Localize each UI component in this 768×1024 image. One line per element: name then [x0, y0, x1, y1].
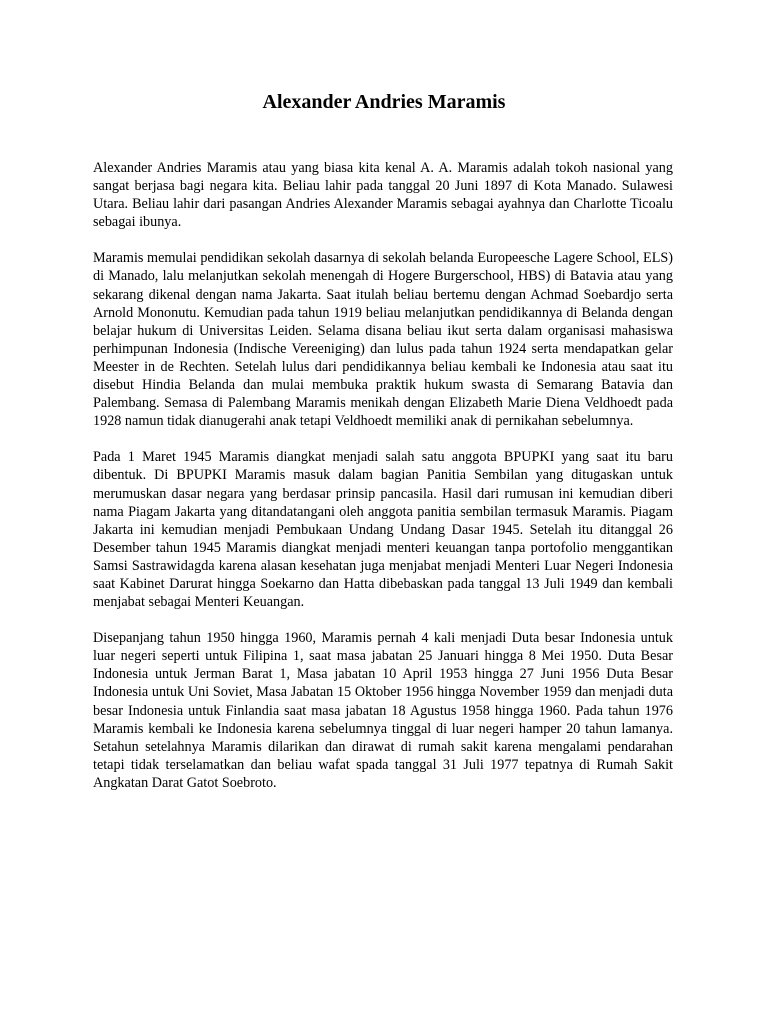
document-body: [93, 159, 673, 810]
paragraph-early-life: Alexander Andries Maramis atau yang biasa kita kenal A. A. Maramis adalah tokoh nasional yang sangat berjasa bagi negara kita. Beliau lahir pada tanggal 20 Juni 1897 di Kota Manado. Sulawesi Utara. Beliau lahir dari pasangan Andries Alexander Maramis sebagai ayahnya dan Charlotte Ticoalu sebagai ibunya.: [93, 160, 673, 231]
document-title: Alexander Andries Maramis: [262, 91, 506, 113]
paragraph-ambassador: Disepanjang tahun 1950 hingga 1960, Maramis pernah 4 kali menjadi Duta besar Indonesia untuk luar negeri seperti untuk Filipina 1, saat masa jabatan 25 Januari hingga 8 Mei 1950. Duta Besar Indonesia untuk Jerman Barat 1, Masa jabatan 10 April 1953 hingga 27 Juni 1956 Duta Besar Indonesia untuk Uni Soviet, Masa Jabatan 15 Oktober 1956 hingga November 1959 dan menjadi duta besar Indonesia untuk Finlandia saat masa jabatan 18 Agustus 1958 hingga 1960. Pada tahun 1976 Maramis kembali ke Indonesia karena sebelumnya tinggal di luar negeri hamper 20 tahun lamanya. Setahun setelahnya Maramis dilarikan dan dirawat di rumah sakit karena mengalami pendarahan tetapi tidak terselamatkan dan beliau wafat spada tanggal 31 Juli 1977 tepatnya di Rumah Sakit Angkatan Darat Gatot Soebroto.: [93, 630, 673, 791]
paragraph-education: Maramis memulai pendidikan sekolah dasarnya di sekolah belanda Europeesche Lagere School, ELS) di Manado, lalu melanjutkan sekolah menengah di Hogere Burgerschool, HBS) di Batavia atau yang sekarang dikenal dengan nama Jakarta. Saat itulah beliau bertemu dengan Achmad Soebardjo serta Arnold Mononutu. Kemudian pada tahun 1919 beliau melanjutkan pendidikannya di Belanda dengan belajar hukum di Universitas Leiden. Selama disana beliau ikut serta dalam organisasi mahasiswa perhimpunan Indonesia (Indische Vereeniging) dan lulus pada tahun 1924 serta mendapatkan gelar Meester in de Rechten. Setelah lulus dari pendidikannya beliau kembali ke Indonesia atau saat itu disebut Hindia Belanda dan mulai membuka praktik hukum swasta di Semarang Batavia dan Palembang. Semasa di Palembang Maramis menikah dengan Elizabeth Marie Diena Veldhoedt pada 1928 namun tidak dianugerahi anak tetapi Veldhoedt memiliki anak di pernikahan sebelumnya.: [93, 250, 673, 430]
paragraph-bpupki: Pada 1 Maret 1945 Maramis diangkat menjadi salah satu anggota BPUPKI yang saat itu baru dibentuk. Di BPUPKI Maramis masuk dalam bagian Panitia Sembilan yang ditugaskan untuk merumuskan dasar negara yang berdasar prinsip pancasila. Hasil dari rumusan ini kemudian diberi nama Piagam Jakarta yang ditandatangani oleh anggota panitia sembilan termasuk Maramis. Piagam Jakarta ini kemudian menjadi Pembukaan Undang Undang Dasar 1945. Setelah itu ditanggal 26 Desember tahun 1945 Maramis diangkat menjadi menteri keuangan tanpa portofolio menggantikan Samsi Sastrawidagda karena alasan kesehatan juga menjabat menjadi Menteri Luar Negeri Indonesia saat Kabinet Darurat hingga Soekarno dan Hatta dibebaskan pada tanggal 13 Juli 1949 dan kembali menjabat sebagai Menteri Keuangan.: [93, 449, 673, 611]
